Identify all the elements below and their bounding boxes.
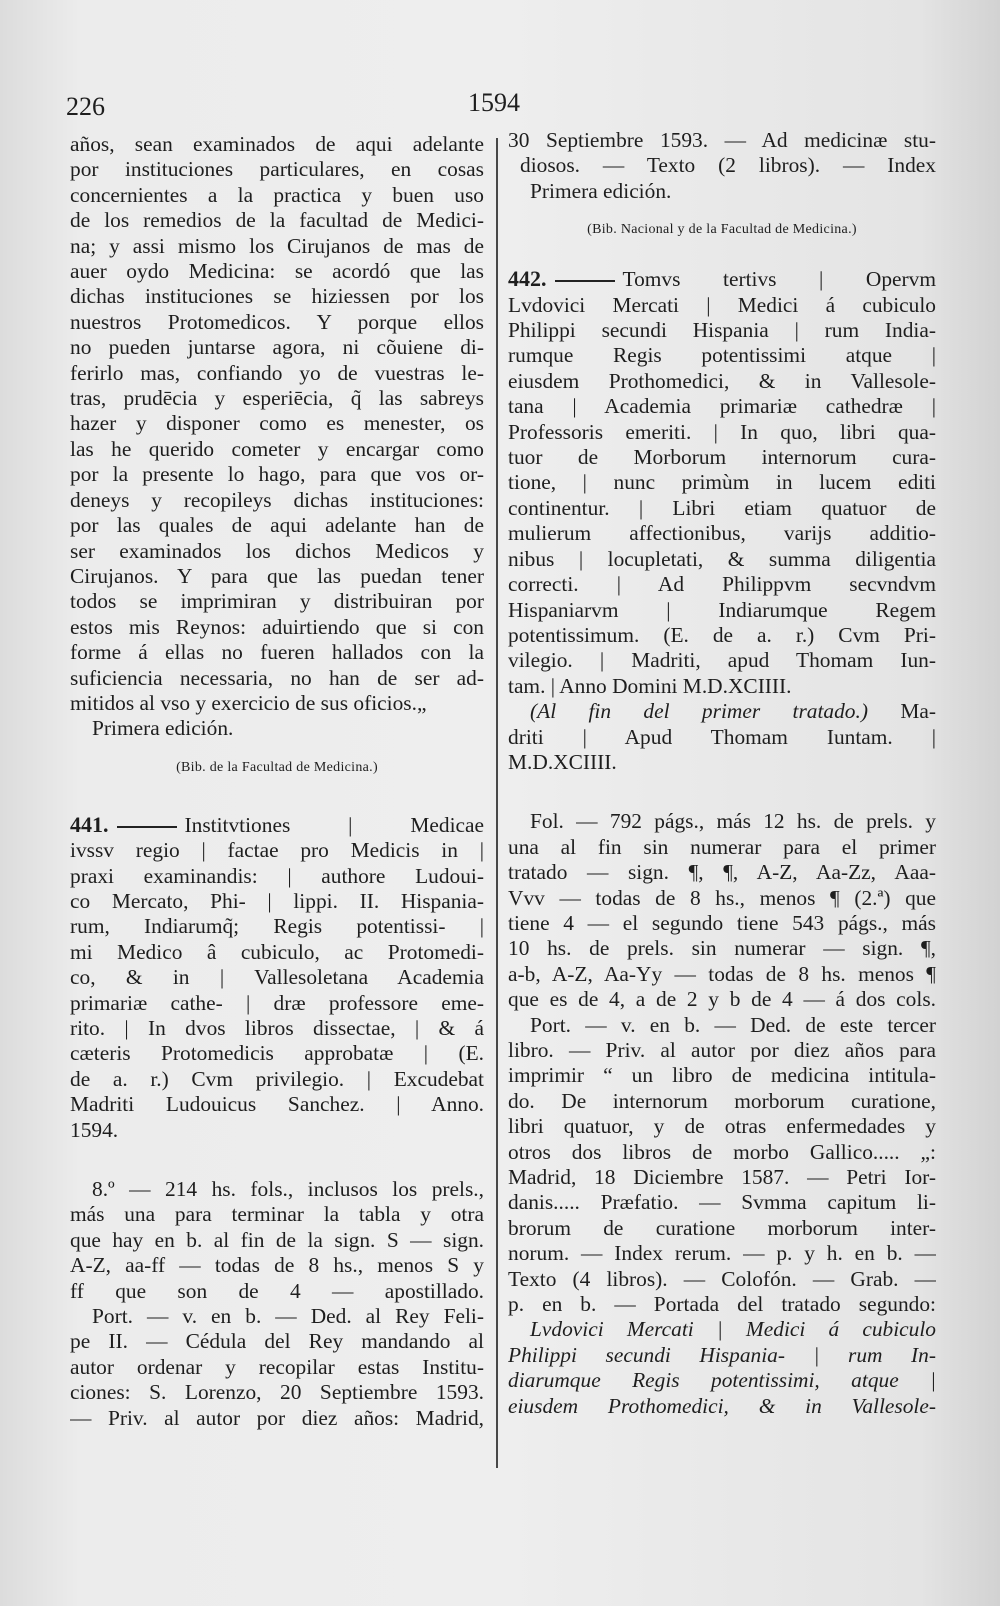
text-line: Hispaniarvm | Indiarumque Regem — [508, 597, 936, 622]
text-line: Fol. — 792 págs., más 12 hs. de prels. y — [530, 809, 936, 834]
text-line: deneys y recopileys dichas instituciones: — [70, 487, 484, 512]
text-line: correcti. | Ad Philippvm secvndvm — [508, 572, 936, 597]
text-line: tana | Academia primariæ cathedræ | — [508, 394, 936, 419]
text-line: ivssv regio | factae pro Medicis in | — [70, 838, 484, 863]
text-line: Cirujanos. Y para que las puedan tener — [70, 563, 484, 588]
text-line: Lvdovici Mercati | Medici á cubiculo — [530, 1317, 936, 1342]
entry-description — [508, 809, 936, 1317]
text-line: a-b, A-Z, Aa-Yy — todas de 8 hs. menos ¶ — [508, 961, 936, 986]
text-line: cæteris Protomedicis approbatæ | (E. — [70, 1041, 484, 1066]
text-line: libri quatuor, y de otras enfermedades y — [508, 1114, 936, 1139]
entry-title-first: Tomvs tertivs | Opervm — [622, 267, 936, 292]
text-line: Vvv — todas de 8 hs., menos ¶ (2.ª) que — [508, 885, 936, 910]
text-line: continentur. | Libri etiam quatuor de — [508, 495, 936, 520]
text-line: tiene 4 — el segundo tiene 543 págs., más — [508, 910, 936, 935]
text-line: Lvdovici Mercati | Medici á cubiculo — [508, 292, 936, 317]
text-line: — Priv. al autor por diez años: Madrid, — [70, 1405, 484, 1430]
text-line: nibus | locupletati, & summa diligentia — [508, 546, 936, 571]
text-line: tras, prudēcia y esperiēcia, q̃ las sabreys — [70, 386, 484, 411]
text-line: auer oydo Medicina: se acordó que las — [70, 259, 484, 284]
text-line: Philippi secundi Hispania- | rum In- — [508, 1342, 936, 1367]
text-line: 8.º — 214 hs. fols., inclusos los prels., — [92, 1177, 484, 1202]
left-column — [70, 132, 484, 1431]
text-line: rumque Regis potentissimi atque | — [508, 343, 936, 368]
bibliographic-entry — [508, 266, 936, 1419]
text-line: potentissimum. (E. de a. r.) Cvm Pri- — [508, 622, 936, 647]
entry-number: 441. — [70, 811, 109, 837]
text-line: por instituciones particulares, en cosas — [70, 157, 484, 182]
colophon-italic: (Al fin del primer tratado.) — [530, 699, 868, 724]
text-line: estos mis Reynos: aduirtiendo que si con — [70, 614, 484, 639]
text-line: rito. | In dvos libros dissectae, | & á — [70, 1016, 484, 1040]
text-line: rum, Indiarumq̃; Regis potentissi- | — [70, 914, 484, 939]
text-line: nuestros Protomedicos. Y porque ellos — [70, 309, 484, 334]
text-line: brorum de curatione morborum inter- — [508, 1215, 936, 1240]
text-line: tuor de Morborum internorum cura- — [508, 445, 936, 470]
text-line: suficiencia necessaria, no han de ser ad- — [70, 665, 484, 690]
text-line: otros dos libros de morbo Gallico..... „: — [508, 1139, 936, 1164]
continuation-text — [70, 132, 484, 716]
text-line: que es de 4, a de 2 y b de 4 — á dos cols. — [508, 987, 936, 1012]
entry-title — [70, 838, 484, 1143]
text-line: Port. — v. en b. — Ded. al Rey Feli- — [92, 1304, 484, 1329]
page-number: 226 — [66, 92, 105, 121]
text-line: mi Medico â cubiculo, ac Protomedi- — [70, 939, 484, 964]
text-line: Professoris emeriti. | In quo, libri qua- — [508, 419, 936, 444]
text-line: ff que son de 4 — apostillado. — [70, 1278, 484, 1303]
text-line: pe II. — Cédula del Rey mandando al — [70, 1329, 484, 1354]
text-line: diosos. — Texto (2 libros). — Index — [520, 153, 936, 178]
text-line: que hay en b. al fin de la sign. S — sign. — [70, 1227, 484, 1252]
text-line: ferirlo mas, confiando yo de vuestras le- — [70, 360, 484, 385]
text-line: norum. — Index rerum. — p. y h. en b. — — [508, 1241, 936, 1266]
text-line: co Mercato, Phi- | lippi. II. Hispania- — [70, 888, 484, 913]
text-line: driti | Apud Thomam Iuntam. | — [508, 724, 936, 749]
text-line: Madriti Ludouicus Sanchez. | Anno. — [70, 1092, 484, 1117]
edition-line: Primera edición. — [92, 716, 234, 741]
text-line: tam. | Anno Domini M.D.XCIIII. — [508, 673, 792, 698]
text-line: de a. r.) Cvm privilegio. | Excudebat — [70, 1066, 484, 1091]
text-line: dichas instituciones se hiziessen por los — [70, 284, 484, 309]
text-line: danis..... Præfatio. — Svmma capitum li- — [508, 1190, 936, 1215]
text-line: autor ordenar y recopilar estas Institu- — [70, 1354, 484, 1379]
text-line: mulierum affectionibus, varijs additio- — [508, 521, 936, 546]
text-line: Madrid, 18 Diciembre 1587. — Petri Ior- — [508, 1165, 936, 1190]
text-line: de los remedios de la facultad de Medici- — [70, 208, 484, 233]
text-line: una al fin sin numerar para el primer — [508, 834, 936, 859]
running-header — [0, 88, 1000, 124]
bibliographic-entry — [70, 812, 484, 1431]
column-divider — [496, 138, 498, 1468]
running-year: 1594 — [468, 88, 520, 117]
text-line: todos se imprimiran y distribuiran por — [70, 589, 484, 614]
text-line: tratado — sign. ¶, ¶, A-Z, Aa-Zz, Aaa- — [508, 860, 936, 885]
text-line: concernientes a la practica y buen uso — [70, 182, 484, 207]
entry-title — [508, 293, 936, 700]
text-line: mitidos al vso y exercicio de sus oficios.„ — [70, 690, 427, 715]
text-line: A-Z, aa-ff — todas de 8 hs., menos S y — [70, 1253, 484, 1278]
library-note: (Bib. Nacional y de la Facultad de Medicina.) — [587, 222, 857, 238]
library-note: (Bib. de la Facultad de Medicina.) — [176, 759, 378, 775]
text-line: ciones: S. Lorenzo, 20 Septiembre 1593. — [70, 1380, 484, 1405]
text-line: Philippi secundi Hispania | rum India- — [508, 318, 936, 343]
dash-rule — [117, 826, 177, 828]
colophon-rest: Ma- — [900, 699, 936, 724]
text-line: 10 hs. de prels. sin numerar — sign. ¶, — [508, 936, 936, 961]
text-line: eiusdem Prothomedici, & in Vallesole- — [508, 368, 936, 393]
entry-heading — [70, 812, 484, 838]
entry-description — [70, 1177, 484, 1431]
text-line: do. De internorum morborum curatione, — [508, 1088, 936, 1113]
text-line: primariæ cathe- | dræ professore eme- — [70, 990, 484, 1015]
text-line: ser examinados los dichos Medicos y — [70, 538, 484, 563]
text-line: praxi examinandis: | authore Ludoui- — [70, 863, 484, 888]
text-line: más una para terminar la tabla y otra — [70, 1202, 484, 1227]
text-line: diarumque Regis potentissimi, atque | — [508, 1368, 936, 1393]
text-line: las he querido cometer y encargar como — [70, 436, 484, 461]
edition-line: Primera edición. — [530, 178, 672, 203]
text-line: Port. — v. en b. — Ded. de este tercer — [530, 1012, 936, 1037]
text-line: eiusdem Prothomedici, & in Vallesole- — [508, 1393, 936, 1418]
text-line: Texto (4 libros). — Colofón. — Grab. — — [508, 1266, 936, 1291]
text-line: na; y assi mismo los Cirujanos de mas de — [70, 233, 484, 258]
text-line: 1594. — [70, 1117, 119, 1142]
text-line: co, & in | Vallesoletana Academia — [70, 965, 484, 990]
text-line: imprimir “ un libro de medicina intitula- — [508, 1063, 936, 1088]
colophon — [508, 725, 936, 776]
right-column — [508, 128, 936, 1419]
text-line: p. en b. — Portada del tratado segundo: — [508, 1292, 936, 1317]
entry-number: 442. — [508, 266, 547, 292]
text-line: M.D.XCIIII. — [508, 749, 617, 774]
text-line: vilegio. | Madriti, apud Thomam Iun- — [508, 648, 936, 673]
colophon-line — [508, 699, 936, 724]
continuation-text — [508, 128, 936, 204]
entry-title-first: Institvtiones | Medicae — [184, 812, 484, 837]
text-line: años, sean examinados de aqui adelante — [70, 132, 484, 156]
dash-rule — [555, 280, 615, 282]
entry-italic-title — [508, 1317, 936, 1419]
text-line: por las quales de aqui adelante han de — [70, 513, 484, 538]
text-line: hazer y disponer como es menester, os — [70, 411, 484, 436]
text-line: por la presente lo hago, para que vos or- — [70, 462, 484, 487]
text-line: no pueden juntarse agora, ni cõuiene di- — [70, 335, 484, 360]
text-line: forme á ellas no fueren hallados con la — [70, 640, 484, 665]
text-line: 30 Septiembre 1593. — Ad medicinæ stu- — [508, 128, 936, 152]
text-line: tione, | nunc primùm in lucem editi — [508, 470, 936, 495]
entry-heading — [508, 266, 936, 292]
text-line: libro. — Priv. al autor por diez años para — [508, 1038, 936, 1062]
